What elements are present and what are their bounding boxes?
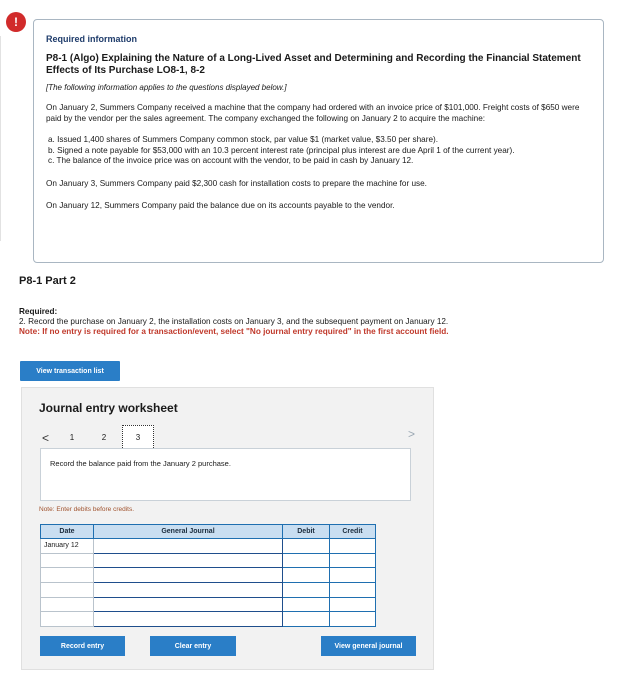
journal-entry-worksheet [21, 387, 434, 670]
debit-column-header: Debit [283, 525, 330, 539]
general-journal-column-header: General Journal [94, 525, 283, 539]
info-paragraph-3: On January 12, Summers Company paid the balance due on its accounts payable to the vendor. [46, 200, 395, 210]
table-row [41, 568, 376, 583]
credit-field[interactable] [330, 583, 376, 598]
list-item: c. The balance of the invoice price was on account with the vendor, to be paid in cash by January 12. [48, 156, 414, 165]
credit-field[interactable] [330, 539, 376, 554]
credit-field[interactable] [330, 612, 376, 627]
view-general-journal-button[interactable]: View general journal [321, 636, 416, 656]
credit-field[interactable] [330, 553, 376, 568]
page-2-tab[interactable]: 2 [101, 433, 107, 442]
list-item: b. Signed a note payable for $53,000 with an 10.3 percent interest rate (principal plus interest are due April 1 of the current year). [48, 145, 515, 155]
table-row [41, 597, 376, 612]
info-paragraph-2: On January 3, Summers Company paid $2,300 cash for installation costs to prepare the machine for use. [46, 178, 427, 188]
date-cell [41, 583, 94, 598]
requirement-block [19, 307, 609, 336]
debit-field[interactable] [283, 553, 330, 568]
requirement-instruction: 2. Record the purchase on January 2, the installation costs on January 3, and the subsequent payment on January 12. [19, 317, 449, 326]
divider [0, 36, 1, 241]
required-label: Required: [19, 307, 58, 316]
info-paragraph-1: On January 2, Summers Company received a machine that the company had ordered with an invoice price of $101,000. Freight costs of $650 were paid by the vendor per the sales agreement. The company exchanged the following on January 2 to acquire the machine: [46, 103, 580, 123]
part-title: P8-1 Part 2 [19, 275, 76, 287]
exchange-list [46, 135, 591, 167]
required-information-panel [33, 19, 604, 263]
account-field[interactable] [94, 583, 283, 598]
page-3-tab[interactable]: 3 [122, 425, 154, 450]
date-cell [41, 553, 94, 568]
alert-icon: ! [6, 12, 26, 32]
record-entry-button[interactable]: Record entry [40, 636, 125, 656]
table-row [41, 539, 376, 554]
table-row [41, 612, 376, 627]
info-heading: Required information [46, 34, 138, 44]
date-cell [41, 612, 94, 627]
date-column-header: Date [41, 525, 94, 539]
chevron-left-icon[interactable]: < [42, 430, 50, 445]
credit-field[interactable] [330, 568, 376, 583]
account-field[interactable] [94, 597, 283, 612]
date-cell [41, 597, 94, 612]
chevron-right-icon[interactable]: > [408, 427, 416, 441]
date-cell: January 12 [41, 539, 94, 554]
date-cell [41, 568, 94, 583]
view-transaction-list-button[interactable]: View transaction list [20, 361, 120, 381]
page-1-tab[interactable]: 1 [69, 433, 75, 442]
worksheet-title: Journal entry worksheet [39, 401, 178, 415]
credit-column-header: Credit [330, 525, 376, 539]
clear-entry-button[interactable]: Clear entry [150, 636, 236, 656]
journal-entry-table [40, 524, 376, 627]
account-field[interactable] [94, 553, 283, 568]
requirement-note: Note: If no entry is required for a transaction/event, select "No journal entry required" in the first account field. [19, 327, 449, 336]
table-row [41, 583, 376, 598]
debit-field[interactable] [283, 568, 330, 583]
account-field[interactable] [94, 568, 283, 583]
debit-field[interactable] [283, 612, 330, 627]
debit-field[interactable] [283, 583, 330, 598]
account-field[interactable] [94, 539, 283, 554]
list-item: a. Issued 1,400 shares of Summers Company common stock, par value $1 (market value, $3.50 per share). [48, 135, 439, 144]
transaction-prompt: Record the balance paid from the January 2 purchase. [40, 448, 411, 501]
debit-field[interactable] [283, 539, 330, 554]
debit-field[interactable] [283, 597, 330, 612]
debits-note: Note: Enter debits before credits. [39, 506, 135, 513]
credit-field[interactable] [330, 597, 376, 612]
table-row [41, 553, 376, 568]
info-note: [The following information applies to the questions displayed below.] [46, 83, 287, 92]
worksheet-pagination [42, 425, 154, 450]
problem-title: P8-1 (Algo) Explaining the Nature of a Long-Lived Asset and Determining and Recording the Financial Statement Effects of Its Purchase LO8-1, 8-2 [46, 53, 581, 76]
account-field[interactable] [94, 612, 283, 627]
